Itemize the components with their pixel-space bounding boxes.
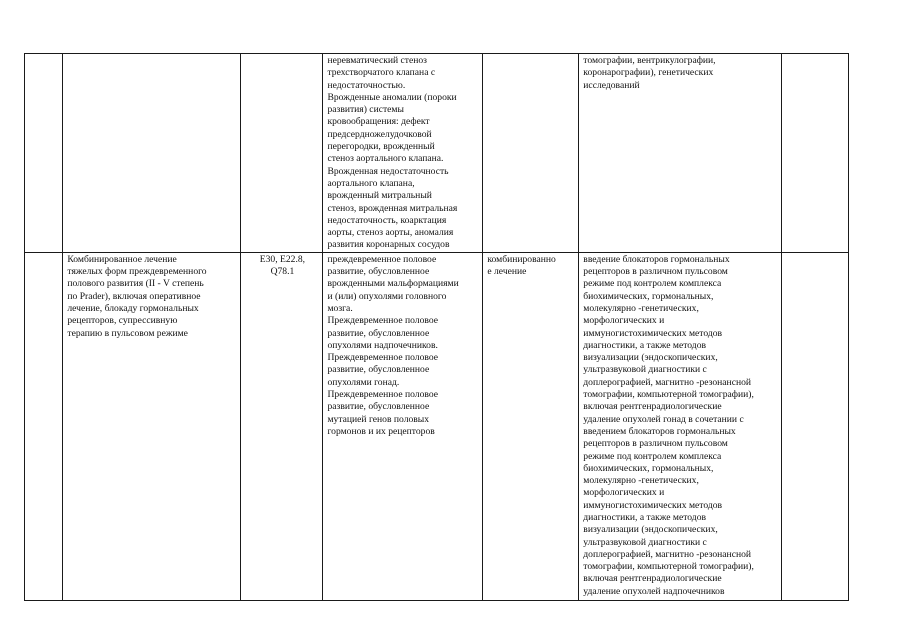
cell-icd-codes — [241, 252, 323, 600]
cell-care-name — [63, 252, 241, 600]
cell-treatment-type — [483, 54, 579, 253]
cell-text-line: развитие, обусловленное — [327, 401, 430, 413]
cell-text-line: Преждевременное половое — [327, 315, 438, 327]
cell-text-line: аорты, стеноз аорты, аномалия — [327, 227, 454, 239]
cell-text-line: развитие, обусловленное — [327, 266, 430, 278]
cell-number — [25, 252, 63, 600]
cell-extra — [781, 54, 848, 253]
cell-text-line: морфологических и — [583, 487, 665, 499]
cell-text-line: стеноз аортального клапана. — [327, 153, 444, 165]
cell-text-line: полового развития (II - V степень — [67, 278, 204, 290]
cell-patient-model — [323, 252, 483, 600]
cell-text-line: недостаточностью. — [327, 79, 406, 91]
cell-text-line: комбинированно — [487, 253, 556, 265]
cell-text-line: томографии, вентрикулографии, — [583, 55, 716, 66]
cell-treatment-method — [579, 252, 782, 600]
cell-text-line: неревматический стеноз — [327, 55, 427, 66]
cell-text-line: и (или) опухолями головного — [327, 290, 447, 302]
cell-text-line: ультразвуковой диагностики с — [583, 536, 707, 548]
medical-care-table — [24, 53, 849, 601]
cell-text-line: Преждевременное половое — [327, 389, 438, 401]
cell-treatment-type — [483, 252, 579, 600]
cell-patient-model — [323, 54, 483, 253]
cell-text-line: биохимических, гормональных, — [583, 290, 714, 302]
cell-text-line: Комбинированное лечение — [67, 253, 177, 265]
cell-text-line: Врожденная недостаточность — [327, 165, 449, 177]
cell-text-line: введение блокаторов гормональных — [583, 253, 730, 265]
cell-text-line: режиме под контролем комплекса — [583, 278, 722, 290]
cell-text-line: доплерографией, магнитно -резонансной — [583, 376, 752, 388]
cell-icd-codes — [241, 54, 323, 253]
cell-text-line: введением блокаторов гормональных — [583, 425, 736, 437]
cell-text-line: врожденный митральный — [327, 190, 432, 202]
cell-text-line: морфологических и — [583, 315, 665, 327]
cell-text-line: развития) системы — [327, 104, 404, 116]
cell-text-line: иммуногистохимических методов — [583, 327, 723, 339]
cell-treatment-method — [579, 54, 782, 253]
cell-text-line: Преждевременное половое — [327, 352, 438, 364]
cell-text-line: доплерографией, магнитно -резонансной — [583, 548, 752, 560]
cell-text-line: коронарографии), генетических — [583, 67, 714, 79]
cell-text-line: развитие, обусловленное — [327, 327, 430, 339]
table-row — [25, 54, 849, 253]
cell-text-line: рецепторов в различном пульсовом — [583, 438, 728, 450]
table-row — [25, 252, 849, 600]
cell-text-line: стеноз, врожденная митральная — [327, 202, 458, 214]
cell-text-line: удаление опухолей гонад в сочетании с — [583, 413, 744, 425]
cell-text-line: удаление опухолей надпочечников — [583, 585, 725, 597]
cell-text-line: молекулярно -генетических, — [583, 475, 699, 487]
cell-text-line: включая рентгенрадиологические — [583, 401, 722, 413]
cell-text-line: биохимических, гормональных, — [583, 462, 714, 474]
cell-text-line: диагностики, а также методов — [583, 511, 707, 523]
cell-text-line: опухолями гонад. — [327, 376, 400, 388]
cell-text-line: аортального клапана, — [327, 177, 415, 189]
cell-extra — [781, 252, 848, 600]
cell-text-line: визуализации (эндоскопических, — [583, 352, 718, 364]
cell-text-line: диагностики, а также методов — [583, 339, 707, 351]
cell-text-line: перегородки, врожденный — [327, 141, 435, 153]
cell-text-line: рецепторов, супрессивную — [67, 315, 178, 327]
cell-text-line: трехстворчатого клапана с — [327, 67, 436, 79]
cell-text-line: Врожденные аномалии (пороки — [327, 91, 457, 103]
cell-text-line: е лечение — [487, 266, 527, 278]
cell-text-line: мозга. — [327, 302, 353, 314]
cell-text-line: визуализации (эндоскопических, — [583, 524, 718, 536]
cell-text-line: врожденными мальформациями — [327, 278, 459, 290]
cell-text-line: тяжелых форм преждевременного — [67, 266, 207, 278]
cell-text-line: гормонов и их рецепторов — [327, 425, 435, 437]
cell-text-line: режиме под контролем комплекса — [583, 450, 722, 462]
cell-text-line: исследований — [583, 79, 640, 91]
cell-text-line: включая рентгенрадиологические — [583, 573, 722, 585]
cell-text-line: лечение, блокаду гормональных — [67, 302, 199, 314]
cell-care-name — [63, 54, 241, 253]
cell-text-line: молекулярно -генетических, — [583, 302, 699, 314]
cell-text-line: мутацией генов половых — [327, 413, 430, 425]
cell-text-line: ультразвуковой диагностики с — [583, 364, 707, 376]
cell-text-line: преждевременное половое — [327, 253, 437, 265]
cell-text-line: развитие, обусловленное — [327, 364, 430, 376]
cell-number — [25, 54, 63, 253]
cell-text-line: развития коронарных сосудов — [327, 239, 450, 251]
cell-text-line: Q78.1 — [270, 266, 295, 278]
cell-text-line: иммуногистохимических методов — [583, 499, 723, 511]
cell-text-line: недостаточность, коарктация — [327, 214, 447, 226]
cell-text-line: опухолями надпочечников. — [327, 339, 438, 351]
cell-text-line: предсердножелудочковой — [327, 128, 432, 140]
cell-text-line: по Prader), включая оперативное — [67, 290, 201, 302]
cell-text-line: томографии, компьютерной томографии), — [583, 561, 754, 573]
cell-text-line: E30, E22.8, — [259, 253, 306, 265]
cell-text-line: терапию в пульсовом режиме — [67, 327, 188, 339]
cell-text-line: томографии, компьютерной томографии), — [583, 389, 754, 401]
cell-text-line: кровообращения: дефект — [327, 116, 430, 128]
cell-text-line: рецепторов в различном пульсовом — [583, 266, 728, 278]
